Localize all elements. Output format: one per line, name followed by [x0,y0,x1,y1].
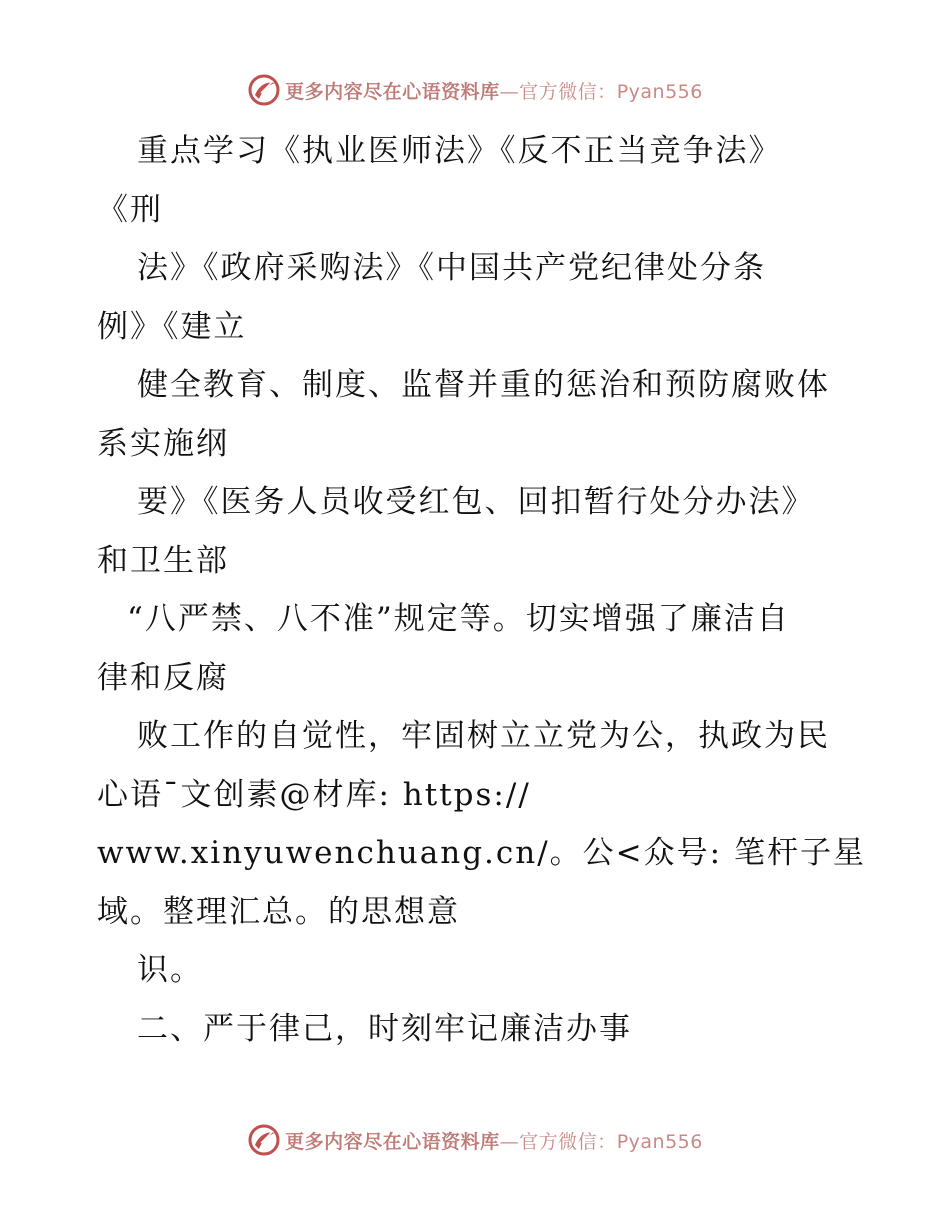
banner-wechat-id: Pyan556 [616,1130,703,1153]
banner-wechat-label: 官方微信： [519,1130,617,1153]
banner-brand: 更多内容尽在心语资料库 [285,80,500,103]
header-watermark-banner [0,70,950,110]
section-heading: 二、严于律己，时刻牢记廉洁办事 [137,1010,632,1047]
text-line: www.xinyuwenchuang.cn/。公<众号: 笔杆子星 [97,835,866,871]
text-line: 例》《建立 [97,308,247,345]
text-line: 健全教育、制度、监督并重的惩治和预防腐败体 [137,367,830,403]
document-body [97,122,877,1058]
banner-wechat-id: Pyan556 [616,80,703,103]
text-line: 和卫生部 [97,542,229,579]
text-line: 域。整理汇总。的思想意 [97,893,460,930]
banner-separator: — [499,80,520,103]
banner-text [285,77,703,104]
banner-brand: 更多内容尽在心语资料库 [285,1130,500,1153]
text-line: 法》《政府采购法》《中国共产党纪律处分条 [137,250,766,286]
text-line: 系实施纲 [97,425,229,462]
text-line: 识。 [137,952,203,988]
text-line: 要》《医务人员收受红包、回扣暂行处分办法》 [137,484,815,520]
text-line: 心语¯文创素@材库: https:// [97,776,531,813]
logo-icon [247,73,281,107]
logo-icon [247,1123,281,1157]
text-line: 《刑 [97,191,163,228]
banner-text [285,1127,703,1154]
text-line: 败工作的自觉性，牢固树立立党为公，执政为民 [137,718,830,754]
text-line: 重点学习《执业医师法》《反不正当竞争法》 [137,133,782,169]
footer-watermark-banner [0,1120,950,1160]
banner-wechat-label: 官方微信： [519,80,617,103]
text-line: “八严禁、八不准”规定等。切实增强了廉洁自 [127,601,790,637]
text-line: 律和反腐 [97,659,229,696]
banner-separator: — [499,1130,520,1153]
